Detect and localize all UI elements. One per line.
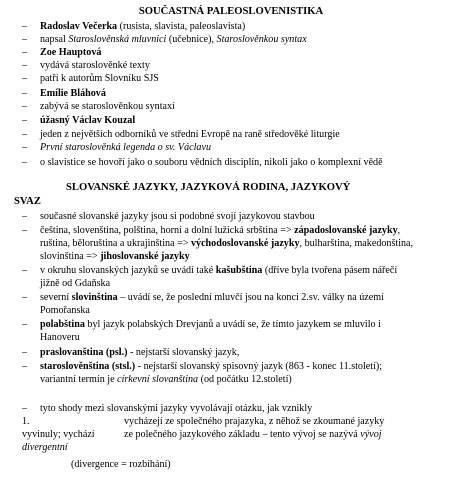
list-item-continuation: jižně od Gdaňska [40,278,111,289]
bullet-dash: – [22,292,28,303]
bullet-dash: – [22,47,28,58]
bullet-dash: – [22,361,28,372]
bullet-dash: – [22,225,28,236]
person-name: Radoslav Večerka [40,21,118,32]
list-item-blahova [0,88,462,101]
list-item: – patří k autorům Slovníku SJS [22,73,159,84]
list-item-continuation: Pomořanska [40,305,90,316]
list-item-kasubstina: – v okruhu slovanských jazyků se uvádí také kašubština (dříve byla tvořena pásem nářečí [22,265,398,276]
list-item-polabstina: – polabština byl jazyk polabských Drevjanů a uvádí se, že tímto jazykem se mluvilo i [22,319,381,330]
list-item: – zabývá se staroslověnkou syntaxí [22,101,175,112]
bullet-dash: – [22,265,28,276]
list-item-praslovanstina: – praslovanština (psl.) - nejstarší slovanský jazyk, [22,347,240,358]
bullet-dash: – [22,403,28,414]
list-item-slovinstina: – severní slovinština – uvádí se, že poslední mluvčí jsou na konci 2.sv. války na území [22,292,384,303]
bullet-dash: – [22,73,28,84]
list-item: – jeden z největších odborníků ve střední Evropě na raně středověké liturgie [22,129,340,140]
numbered-text: divergentní [22,442,68,453]
list-item-continuation: ruština, běloruština a ukrajinština => východoslovanské jazyky, bulharština, makedonština, [40,238,414,249]
bullet-dash: – [22,34,28,45]
heading-paleoslovenistika: SOUČASTNÁ PALEOSLOVENISTIKA [138,6,324,17]
person-name: Emílie Bláhová [40,88,106,99]
person-name: úžasný Václav Kouzal [40,115,136,126]
bullet-dash: – [22,88,28,99]
list-item-napsal: – napsal Staroslověnská mluvnici (učebnice), Staroslověnkou syntax [22,34,307,45]
bullet-dash: – [22,115,28,126]
bullet-dash: – [22,21,28,32]
numbered-text: ze polečného jazykového základu – tento vývoj se nazývá vývoj [124,429,382,440]
list-item-shody: – tyto shody mezi slovanskými jazyky vyvolávají otázku, jak vznikly [22,403,313,414]
list-item-hauptova [0,47,462,60]
bullet-dash: – [22,129,28,140]
bullet-dash: – [22,211,28,222]
bullet-dash: – [22,157,28,168]
heading-slovanske-jazyky: SLOVANSKÉ JAZYKY, JAZYKOVÁ RODINA, JAZYKOVÝ [66,182,351,193]
list-item-continuation: Hanoveru [40,332,80,343]
numbered-label: 1. [22,416,30,427]
person-name: Zoe Hauptová [40,47,102,58]
bullet-dash: – [22,347,28,358]
list-item-continuation: variantní termín je církevní slovanština (od počátku 12.století) [40,374,292,385]
list-item-kouzal [0,115,462,128]
list-item-languages: – čeština, slovenština, polština, horní a dolní lužická srbština => západoslovanské jazyky, [22,225,401,236]
numbered-text: vycházejí ze společného prajazyka, z něhož se zkoumané jazyky [124,416,385,427]
list-item: – První staroslověnká legenda o sv. Václavu [22,142,211,153]
numbered-text: vyvinuly; vychází [22,429,95,440]
numbered-note: (divergence = rozbíhání) [71,459,171,470]
bullet-dash: – [22,60,28,71]
list-item: – vydává staroslověnké texty [22,60,150,71]
bullet-dash: – [22,142,28,153]
heading-svaz: SVAZ [14,196,41,207]
list-item-vecerka: – Radoslav Večerka (rusista, slavista, paleoslavista) [22,21,246,32]
list-item-staroslovenstina: – staroslověnština (stsl.) - nejstarší slovanský spisovný jazyk (863 - konec 11.století); [22,361,383,372]
bullet-dash: – [22,101,28,112]
list-item: – současné slovanské jazyky jsou si podobné svojí jazykovou stavbou [22,211,315,222]
bullet-dash: – [22,319,28,330]
list-item-closing: – o slavistice se hovoří jako o souboru vědních disciplín, nikoli jako o komplexní vědě [22,157,383,168]
list-item-continuation: slovinština => jihoslovanské jazyky [40,251,190,262]
